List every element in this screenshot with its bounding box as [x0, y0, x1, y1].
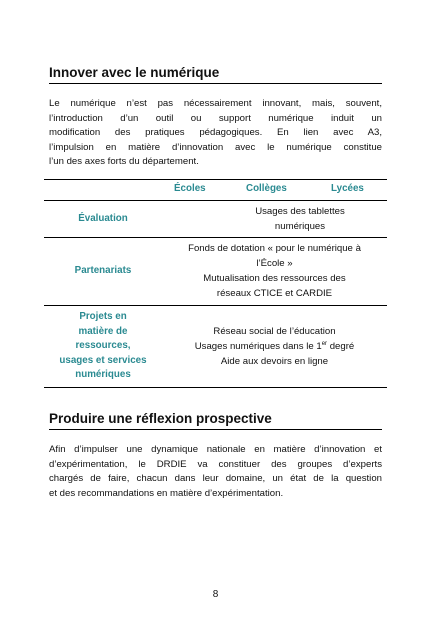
row-content-text: Usages numériques dans le 1 — [194, 341, 322, 352]
table-row-partenariats — [44, 237, 387, 305]
row-content-line: réseaux CTICE et CARDIE — [216, 288, 333, 299]
row-content — [162, 324, 387, 369]
row-label-line: numériques — [75, 369, 131, 381]
innovation-table — [44, 179, 387, 388]
row-content-line: Aide aux devoirs en ligne — [220, 356, 329, 367]
column-header-lycees: Lycées — [331, 183, 364, 194]
row-content-line: Réseau social de l’éducation — [213, 326, 336, 337]
paragraph-line: chargés de faire, chacun dans leur domaine, un état de la question — [49, 473, 382, 485]
row-content — [162, 241, 387, 301]
section-title-innover: Innover avec le numérique — [49, 64, 382, 84]
section-paragraph-innover — [49, 97, 382, 170]
paragraph-line: l’un des axes forts du département. — [49, 156, 199, 168]
row-content-line: Usages des tablettes — [255, 206, 345, 217]
row-label-line: usages et services — [59, 354, 147, 366]
row-content-text: degré — [327, 341, 355, 352]
row-label: Évaluation — [78, 212, 128, 224]
paragraph-line: l’impulsion en matière d’innovation avec le numérique constitue — [49, 141, 382, 153]
row-content-line: l’École » — [256, 258, 293, 269]
row-content-line: numériques — [274, 221, 326, 232]
row-content-line — [162, 339, 387, 354]
row-label-line: Projets en — [79, 311, 127, 323]
section-title-produire: Produire une réflexion prospective — [49, 410, 382, 430]
page-number: 8 — [212, 589, 219, 600]
paragraph-line: Le numérique n’est pas nécessairement innovant, mais, souvent, — [49, 98, 382, 109]
row-label — [44, 306, 162, 387]
table-header-row — [44, 180, 387, 200]
row-label-line: ressources, — [75, 340, 131, 352]
superscript: er — [321, 341, 328, 347]
row-label-line: matière de — [78, 325, 128, 337]
paragraph-line: modification des pratiques pédagogiques. En lien avec A3, — [49, 127, 382, 139]
table-row-projets — [44, 305, 387, 388]
table-row-evaluation — [44, 200, 387, 237]
column-header-ecoles: Écoles — [174, 183, 206, 194]
paragraph-line: et des recommandations en matière d’expérimentation. — [49, 487, 284, 499]
paragraph-line: l’introduction d’un outil ou support numérique induit un — [49, 112, 382, 124]
row-content-line: Mutualisation des ressources des — [203, 273, 346, 284]
column-header-colleges: Collèges — [246, 183, 287, 194]
row-content-line: Fonds de dotation « pour le numérique à — [188, 243, 361, 254]
section-paragraph-produire — [49, 443, 382, 501]
row-label: Partenariats — [74, 265, 132, 277]
paragraph-line: d’expérimentation, le DRDIE va constituer des groupes d’experts — [49, 458, 382, 470]
paragraph-line: Afin d’impulser une dynamique nationale en matière d’innovation et — [49, 444, 382, 455]
row-content — [230, 204, 370, 234]
